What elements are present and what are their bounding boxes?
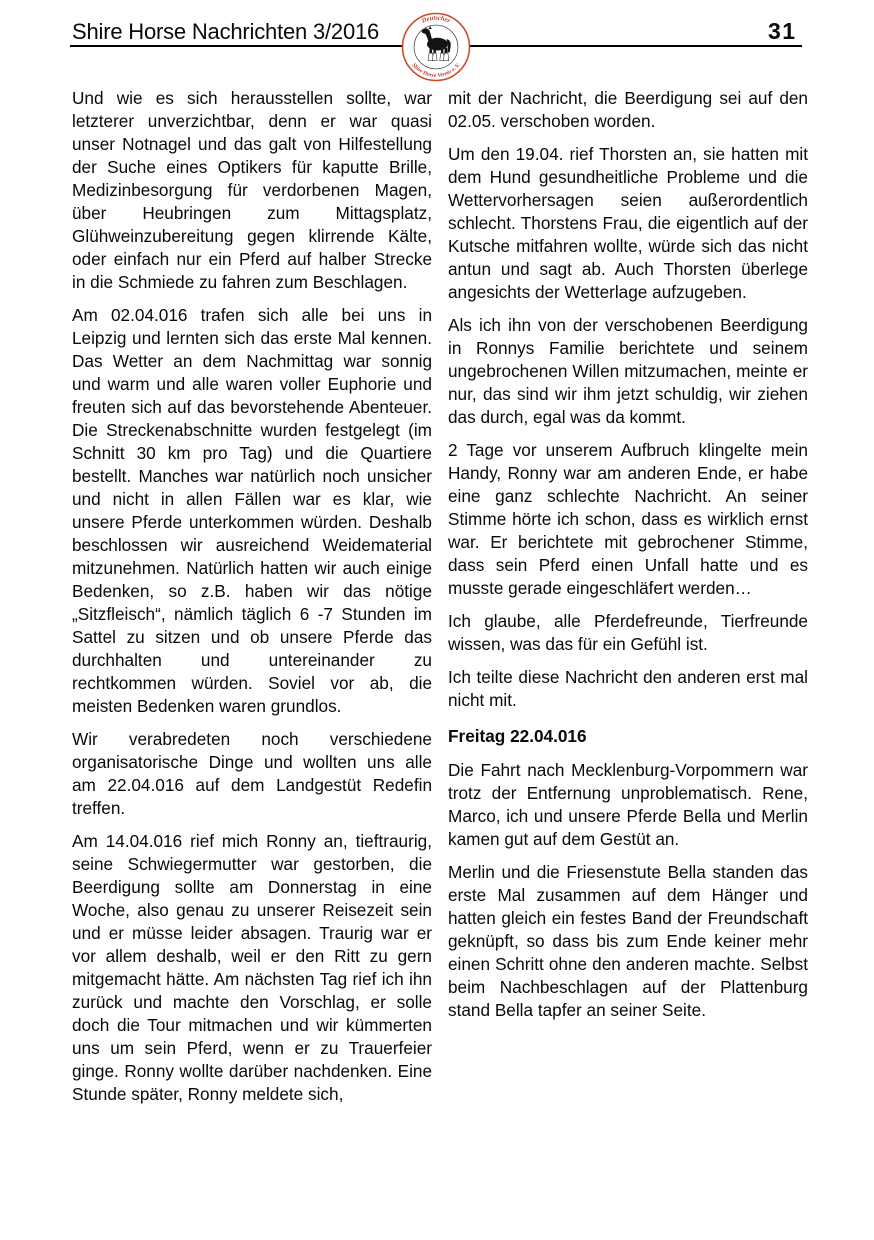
- paragraph: Ich teilte diese Nachricht den anderen erst mal nicht mit.: [448, 667, 808, 710]
- paragraph: Wir verabredeten noch verschiedene organisatorische Dinge und wollten uns alle am 22.04.016 auf dem Landgestüt Redefin treffen.: [72, 729, 432, 818]
- logo-arc-bottom-textpath: Shire Horse Verein e. V.: [410, 62, 462, 79]
- paragraph: Um den 19.04. rief Thorsten an, sie hatten mit dem Hund gesundheitliche Probleme und die Wettervorhersagen seien außerordentlich schlecht. Thorstens Frau, die eigentlich auf der Kutsche mitfahren wollte, würde sich das nicht antun und sagt ab. Auch Thorsten überlege angesichts der Wetterlage aufzugeben.: [448, 144, 808, 302]
- paragraph: Am 02.04.016 trafen sich alle bei uns in Leipzig und lernten sich das erste Mal kennen. Das Wetter an dem Nachmittag war sonnig und warm und alle waren voller Euphorie und freuten sich auf das bevorstehende Abenteuer. Die Streckenabschnitte wurden festgelegt (im Schnitt 30 km pro Tag) und die Quartiere bestellt. Manches war natürlich noch unsicher und nicht in allen Fällen war es klar, wie unsere Pferde unterkommen würden. Deshalb beschlossen wir ausreichend Weidematerial mitzunehmen. Natürlich hatten wir auch einige Bedenken, so z.B. haben wir das nötige „Sitzfleisch“, nämlich täglich 6 -7 Stunden im Sattel zu sitzen und ob unsere Pferde das durchhalten und untereinander zu rechtkommen würden. Soviel vor ab, die meisten Bedenken waren grundlos.: [72, 305, 432, 716]
- paragraph: Ich glaube, alle Pferdefreunde, Tierfreunde wissen, was das für ein Gefühl ist.: [448, 611, 808, 654]
- paragraph: Und wie es sich herausstellen sollte, war letzterer unverzichtbar, denn er war quasi unser Notnagel und das galt von Hilfestellung der Suche eines Optikers für kaputte Brille, Medizinbesorgung für verdorbenen Magen, über Heubringen zum Mittagsplatz, Glühweinzubereitung gegen klirrende Kälte, oder einfach nur ein Pferd auf halber Strecke in die Schmiede zu fahren zum Beschlagen.: [72, 88, 432, 292]
- logo-arc-top-textpath: Deutscher: [420, 14, 452, 25]
- paragraph: Am 14.04.016 rief mich Ronny an, tieftraurig, seine Schwiegermutter war gestorben, die Beerdigung sollte am Donnerstag in eine Woche, also genau zu unserer Reisezeit sein und er müsse leider absagen. Traurig war er vor allem deshalb, weil er den Ritt zu gern mitgemacht hätte. Am nächsten Tag rief ich ihn zurück und machte den Vorschlag, er solle doch die Tour mitmachen und wir kümmerten uns um sein Pferd, wenn er zu Trauerfeier ginge. Ronny wollte darüber nachdenken. Eine Stunde später, Ronny meldete sich,: [72, 831, 432, 1104]
- paragraph: mit der Nachricht, die Beerdigung sei auf den 02.05. verschoben worden.: [448, 88, 808, 131]
- paragraph: Die Fahrt nach Mecklenburg-Vorpommern war trotz der Entfernung unproblematisch. Rene, Marco, ich und unsere Pferde Bella und Merlin kamen gut auf dem Gestüt an.: [448, 760, 808, 849]
- section-heading: Freitag 22.04.016: [448, 726, 587, 746]
- paragraph: Als ich ihn von der verschobenen Beerdigung in Ronnys Familie berichtete und seinem ungebrochenen Willen mitzumachen, meinte er nur, das sind wir ihm jetzt schuldig, wir ziehen das durch, egal was da kommt.: [448, 315, 808, 427]
- left-column: [72, 87, 432, 1116]
- paragraph: Merlin und die Friesenstute Bella standen das erste Mal zusammen auf dem Hänger und hatten gleich ein festes Band der Freundschaft geknüpft, so dass bis zum Ende keiner mehr einen Schritt ohne den anderen machte. Selbst beim Nachbeschlagen auf der Plattenburg stand Bella tapfer an seiner Seite.: [448, 862, 808, 1020]
- right-column: [448, 87, 808, 1116]
- page-number: 31: [768, 18, 797, 44]
- paragraph: 2 Tage vor unserem Aufbruch klingelte mein Handy, Ronny war am anderen Ende, er habe eine ganz schlechte Nachricht. An seiner Stimme hörte ich schon, dass es wirklich ernst war. Er berichtete mit gebrochener Stimme, dass sein Pferd einen Unfall hatte und es musste gerade eingeschläfert werden…: [448, 440, 808, 598]
- newsletter-title: Shire Horse Nachrichten 3/2016: [72, 19, 380, 44]
- article-body: [72, 87, 808, 1116]
- shire-horse-verein-logo: [400, 11, 472, 83]
- page-header: [0, 0, 874, 87]
